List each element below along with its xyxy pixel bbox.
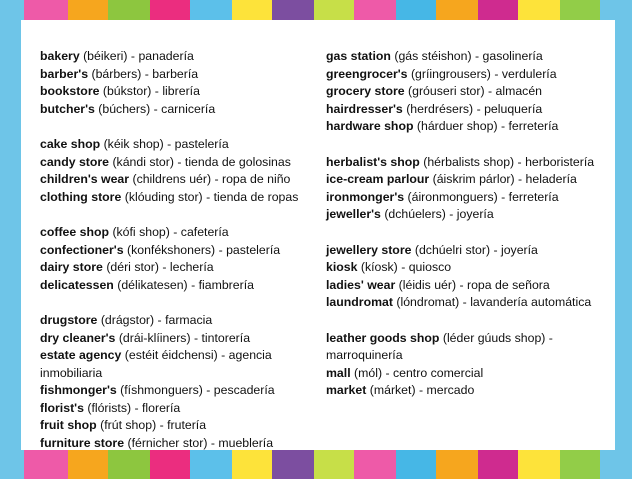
entry-term: market (326, 383, 367, 398)
vocabulary-entry (40, 66, 312, 84)
entry-term: estate agency (40, 348, 122, 363)
entry-pronunciation: (gróuseri stor) (408, 84, 485, 99)
entry-translation: fiambrería (198, 277, 254, 292)
entry-term: confectioner's (40, 242, 124, 257)
entry-term: children's wear (40, 172, 130, 187)
entry-term: mall (326, 365, 351, 380)
entry-term: hardware shop (326, 119, 414, 134)
entry-translation: pescadería (213, 383, 275, 398)
vocabulary-entry (326, 277, 606, 295)
entry-separator: - (445, 207, 457, 222)
entry-separator: - (415, 383, 427, 398)
entry-term: delicatessen (40, 277, 114, 292)
vocabulary-entry (40, 312, 312, 330)
entry-pronunciation: (bárbers) (91, 66, 142, 81)
entry-translation: mueblería (218, 436, 274, 451)
entry-pronunciation: (mól) (354, 365, 383, 380)
entry-separator: - (497, 189, 509, 204)
entry-separator: - (150, 101, 162, 116)
entry-translation: mercado (426, 383, 475, 398)
vocabulary-entry (326, 294, 606, 312)
entry-separator: - (156, 418, 168, 433)
entry-spacer (40, 118, 312, 136)
entry-separator: - (190, 330, 202, 345)
entry-separator: - (497, 119, 509, 134)
entry-translation: lechería (169, 260, 214, 275)
vocabulary-entry (40, 48, 312, 66)
entry-pronunciation: (férnicher stor) (127, 436, 208, 451)
entry-translation: ropa de señora (467, 277, 550, 292)
entry-separator: - (459, 295, 471, 310)
entry-pronunciation: (búchers) (98, 101, 151, 116)
entry-pronunciation: (físhmonguers) (120, 383, 203, 398)
entry-separator: - (211, 172, 222, 187)
vocabulary-entry (326, 118, 606, 136)
entry-separator: - (397, 260, 409, 275)
vocabulary-entry (40, 154, 312, 172)
entry-term: butcher's (40, 101, 95, 116)
entry-translation: agencia inmobiliaria (40, 348, 272, 380)
entry-spacer (326, 224, 606, 242)
entry-separator: - (490, 66, 502, 81)
entry-translation: librería (162, 84, 200, 99)
entry-term: ironmonger's (326, 189, 405, 204)
entry-translation: florería (142, 400, 181, 415)
vocabulary-entry (326, 101, 606, 119)
vocabulary-entry (40, 330, 312, 348)
entry-translation: quiosco (408, 260, 452, 275)
right-column (326, 48, 606, 400)
entry-term: greengrocer's (326, 66, 408, 81)
entry-separator: - (484, 84, 496, 99)
entry-separator: - (215, 242, 227, 257)
entry-translation: farmacia (165, 312, 213, 327)
entry-separator: - (456, 277, 467, 292)
entry-separator: - (382, 365, 393, 380)
entry-term: barber's (40, 66, 89, 81)
entry-translation: tienda de ropas (213, 189, 299, 204)
entry-term: jeweller's (326, 207, 381, 222)
entry-term: leather goods shop (326, 330, 440, 345)
entry-translation: tienda de golosinas (184, 154, 291, 169)
entry-pronunciation: (áironmonguers) (407, 189, 498, 204)
entry-separator: - (514, 172, 526, 187)
entry-pronunciation: (lóndromat) (396, 295, 460, 310)
entry-translation: centro comercial (392, 365, 484, 380)
vocabulary-entry (326, 365, 606, 383)
entry-pronunciation: (drái-klíiners) (118, 330, 191, 345)
vocabulary-entry (326, 259, 606, 277)
entry-pronunciation: (herdrésers) (406, 101, 474, 116)
entry-spacer (40, 294, 312, 312)
vocabulary-entry (326, 171, 606, 189)
entry-term: florist's (40, 400, 84, 415)
entry-translation: lavandería automática (470, 295, 592, 310)
entry-pronunciation: (klóuding stor) (124, 189, 203, 204)
entry-spacer (40, 206, 312, 224)
entry-translation: almacén (495, 84, 542, 99)
entry-pronunciation: (kíosk) (360, 260, 398, 275)
entry-translation: panadería (138, 49, 194, 63)
entry-pronunciation: (búkstor) (102, 84, 152, 99)
entry-pronunciation: (kófi shop) (112, 224, 170, 239)
entry-pronunciation: (léder gúuds shop) (442, 330, 546, 345)
entry-term: dairy store (40, 260, 103, 275)
entry-translation: pastelería (226, 242, 281, 257)
vocabulary-entry (40, 136, 312, 154)
vocabulary-entry (40, 101, 312, 119)
entry-pronunciation: (flórists) (87, 400, 132, 415)
vocabulary-entry (40, 435, 312, 453)
entry-term: gas station (326, 49, 391, 63)
entry-term: bakery (40, 49, 80, 63)
entry-pronunciation: (dchúelers) (384, 207, 446, 222)
entry-term: grocery store (326, 84, 405, 99)
entry-separator: - (473, 101, 485, 116)
entry-separator: - (545, 330, 553, 345)
entry-term: cake shop (40, 136, 101, 151)
vocabulary-entry (326, 83, 606, 101)
vocabulary-entry (326, 242, 606, 260)
vocabulary-entry (326, 154, 606, 172)
entry-term: bookstore (40, 84, 100, 99)
entry-translation: ropa de niño (222, 172, 291, 187)
entry-separator: - (514, 154, 526, 169)
entry-translation: gasolinería (482, 49, 543, 63)
entry-translation: joyería (500, 242, 538, 257)
entry-pronunciation: (kéik shop) (103, 136, 164, 151)
entry-separator: - (490, 242, 501, 257)
entry-translation: ferretería (508, 119, 559, 134)
entry-separator: - (169, 224, 181, 239)
entry-translation: heladería (525, 172, 577, 187)
entry-term: clothing store (40, 189, 122, 204)
entry-separator: - (151, 84, 163, 99)
entry-term: ladies' wear (326, 277, 396, 292)
entry-translation: carnicería (161, 101, 216, 116)
entry-term: candy store (40, 154, 110, 169)
entry-translation: marroquinería (326, 348, 403, 363)
entry-separator: - (217, 348, 229, 363)
entry-pronunciation: (áiskrim párlor) (432, 172, 515, 187)
entry-pronunciation: (déri stor) (106, 260, 159, 275)
entry-pronunciation: (konfékshoners) (126, 242, 216, 257)
entry-pronunciation: (hárduer shop) (416, 119, 498, 134)
entry-separator: - (131, 400, 142, 415)
vocabulary-entry (40, 259, 312, 277)
vocabulary-entry (326, 66, 606, 84)
vocabulary-entry (326, 189, 606, 207)
entry-translation: ferretería (508, 189, 559, 204)
entry-separator: - (163, 136, 175, 151)
entry-separator: - (141, 66, 153, 81)
vocabulary-entry (40, 83, 312, 101)
entry-separator: - (158, 260, 170, 275)
entry-pronunciation: (béikeri) (83, 49, 128, 63)
vocabulary-entry (40, 347, 312, 382)
entry-translation: peluquería (484, 101, 543, 116)
vocabulary-entry (326, 48, 606, 66)
entry-translation: herboristería (525, 154, 595, 169)
vocabulary-entry (40, 400, 312, 418)
vocabulary-entry (40, 171, 312, 189)
entry-pronunciation: (gríingrousers) (410, 66, 491, 81)
entry-spacer (326, 136, 606, 154)
entry-pronunciation: (kándi stor) (112, 154, 174, 169)
vocabulary-entry (40, 189, 312, 207)
entry-separator: - (202, 383, 214, 398)
entry-translation: pastelería (174, 136, 229, 151)
entry-pronunciation: (gás stéishon) (394, 49, 472, 63)
entry-separator: - (173, 154, 185, 169)
vocabulary-card (21, 20, 615, 450)
vocabulary-entry (326, 382, 606, 400)
entry-translation: joyería (456, 207, 494, 222)
entry-separator: - (154, 312, 166, 327)
entry-pronunciation: (márket) (369, 383, 416, 398)
entry-spacer (326, 312, 606, 330)
entry-pronunciation: (frút shop) (100, 418, 157, 433)
entry-pronunciation: (léidis uér) (398, 277, 457, 292)
entry-separator: - (202, 189, 214, 204)
entry-term: laundromat (326, 295, 393, 310)
entry-translation: barbería (152, 66, 199, 81)
entry-translation: cafetería (180, 224, 229, 239)
vocabulary-entry (40, 224, 312, 242)
entry-term: dry cleaner's (40, 330, 116, 345)
entry-separator: - (127, 49, 139, 63)
vocabulary-entry (40, 277, 312, 295)
entry-term: fruit shop (40, 418, 97, 433)
entry-separator: - (187, 277, 199, 292)
entry-translation: verdulería (501, 66, 557, 81)
entry-term: coffee shop (40, 224, 110, 239)
entry-term: herbalist's shop (326, 154, 420, 169)
vocabulary-entry (40, 417, 312, 435)
entry-pronunciation: (estéit éidchensi) (124, 348, 218, 363)
entry-term: drugstore (40, 312, 98, 327)
entry-pronunciation: (drágstor) (100, 312, 155, 327)
vocabulary-entry (40, 382, 312, 400)
entry-pronunciation: (hérbalists shop) (423, 154, 515, 169)
entry-term: hairdresser's (326, 101, 403, 116)
entry-term: furniture store (40, 436, 125, 451)
vocabulary-entry (326, 206, 606, 224)
vocabulary-entry (40, 242, 312, 260)
left-column (40, 48, 312, 453)
entry-term: fishmonger's (40, 383, 117, 398)
entry-term: kiosk (326, 260, 358, 275)
vocabulary-entry (326, 330, 606, 365)
entry-translation: tintorería (201, 330, 251, 345)
entry-term: jewellery store (326, 242, 412, 257)
entry-translation: frutería (167, 418, 207, 433)
entry-pronunciation: (délikatesen) (117, 277, 188, 292)
entry-separator: - (471, 49, 483, 63)
entry-term: ice-cream parlour (326, 172, 430, 187)
entry-pronunciation: (childrens uér) (132, 172, 212, 187)
entry-pronunciation: (dchúelri stor) (414, 242, 491, 257)
entry-separator: - (207, 436, 219, 451)
